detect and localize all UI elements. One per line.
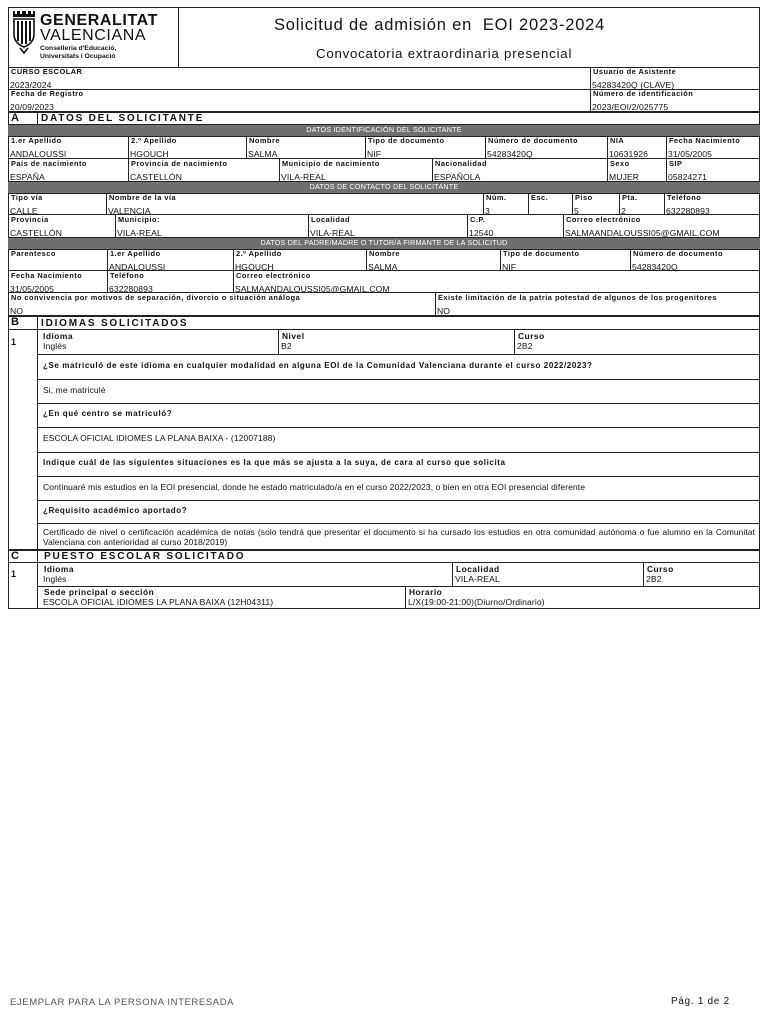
apellido1-label: 1.er Apellido: [11, 136, 62, 145]
telefono-label: Teléfono: [667, 193, 702, 202]
b-nivel-value: B2: [281, 341, 292, 351]
numero-identificacion-label: Número de identificación: [593, 89, 694, 98]
municipio-value: VILA-REAL: [117, 228, 162, 238]
sip-value: 05824271: [668, 172, 708, 182]
answer-requisito-academico: Certificado de nivel o certificación académica de notas (solo tendrá que presentar el documento si ha cursado los estudios en otra comunidad autónoma o fue alumno en la Comunitat Valenciana con anterioridad al curso 2018/2019): [43, 527, 755, 547]
c-idioma-label: Idioma: [44, 564, 74, 574]
tutor-fecha-nacimiento-value: 31/05/2005: [10, 284, 55, 294]
page-subtitle: Convocatoria extraordinaria presencial: [316, 46, 573, 61]
tutor-numero-documento-label: Número de documento: [633, 249, 723, 258]
provincia-nacimiento-label: Provincia de nacimiento: [131, 159, 228, 168]
provincia-nacimiento-value: CASTELLÓN: [130, 172, 183, 182]
numero-documento-label: Número de documento: [488, 136, 578, 145]
pais-nacimiento-value: ESPAÑA: [10, 172, 45, 182]
numero-documento-value: 54283420Q: [487, 149, 533, 159]
tutor-numero-documento-value: 54283420Q: [632, 262, 678, 272]
curso-escolar-value: 2023/2024: [10, 80, 52, 90]
tutor-tipo-documento-label: Tipo de documento: [503, 249, 580, 258]
section-a-letter: A: [11, 112, 19, 124]
pais-nacimiento-label: País de nacimiento: [11, 159, 87, 168]
piso-label: Piso: [575, 193, 593, 202]
answer-centro-matricula: ESCOLA OFICIAL IDIOMES LA PLANA BAIXA - (12007188): [43, 433, 276, 443]
tutor-apellido2-value: HGOUCH: [235, 262, 274, 272]
nombre-value: SALMA: [248, 149, 278, 159]
fecha-registro-value: 20/09/2023: [10, 102, 55, 112]
escalera-label: Esc.: [531, 193, 549, 202]
ident-row-2: [8, 159, 760, 182]
correo-value: SALMAANDALOUSSI05@GMAIL.COM: [565, 228, 720, 238]
question-centro-matricula: ¿En qué centro se matriculó?: [43, 409, 173, 418]
b-curso-value: 2B2: [517, 341, 533, 351]
localidad-label: Localidad: [311, 215, 350, 224]
c-sede-value: ESCOLA OFICIAL IDIOMES LA PLANA BAIXA (12H04311): [43, 597, 274, 607]
tipo-documento-value: NIF: [367, 149, 382, 159]
band-datos-contacto: DATOS DE CONTACTO DEL SOLICITANTE: [8, 182, 760, 193]
tipo-via-label: Tipo vía: [11, 193, 43, 202]
piso-value: 5: [574, 206, 579, 216]
municipio-nacimiento-label: Municipio de nacimiento: [282, 159, 380, 168]
sexo-label: Sexo: [610, 159, 630, 168]
puerta-value: 2: [621, 206, 626, 216]
fecha-registro-label: Fecha de Registro: [11, 89, 84, 98]
municipio-label: Municipio:: [118, 215, 160, 224]
nombre-label: Nombre: [249, 136, 280, 145]
usuario-asistente-value: 54283420Q (CLAVE): [592, 80, 675, 90]
nia-value: 10631926: [609, 149, 649, 159]
b-nivel-label: Nivel: [282, 331, 305, 341]
numero-via-label: Núm.: [486, 193, 507, 202]
band-datos-tutor: DATOS DEL PADRE/MADRE O TUTOR/A FIRMANTE DE LA SOLICITUD: [8, 238, 760, 249]
tutor-nombre-label: Nombre: [369, 249, 400, 258]
c-idioma-value: Inglés: [43, 574, 67, 584]
band-datos-identificacion: DATOS IDENTIFICACIÓN DEL SOLICITANTE: [8, 125, 760, 136]
section-b-row-number: 1: [11, 337, 17, 347]
tipo-documento-label: Tipo de documento: [368, 136, 445, 145]
fecha-nacimiento-label: Fecha Nacimiento: [669, 136, 741, 145]
section-b-title: IDIOMAS SOLICITADOS: [41, 318, 189, 329]
c-localidad-label: Localidad: [456, 564, 500, 574]
apellido1-value: ANDALOUSSI: [10, 149, 67, 159]
tutor-nombre-value: SALMA: [368, 262, 398, 272]
question-situacion: Indique cuál de las siguientes situaciones es la que más se ajusta a la suya, de cara al curso que solicita: [43, 458, 506, 467]
page-title: Solicitud de admisión en EOI 2023-2024: [274, 16, 606, 34]
usuario-asistente-label: Usuario de Asistente: [593, 67, 677, 76]
no-convivencia-value: NO: [10, 306, 24, 316]
numero-identificacion-value: 2023/EOI/2/025775: [592, 102, 669, 112]
no-convivencia-label: No convivencia por motivos de separación, divorcio o situación análoga: [11, 293, 301, 302]
nacionalidad-value: ESPAÑOLA: [434, 172, 481, 182]
c-sede-label: Sede principal o sección: [44, 587, 155, 597]
nombre-via-value: VALENCIA: [108, 206, 151, 216]
org-name-line1: GENERALITAT: [40, 12, 158, 29]
localidad-value: VILA-REAL: [310, 228, 355, 238]
codigo-postal-value: 12540: [469, 228, 494, 238]
nacionalidad-label: Nacionalidad: [435, 159, 487, 168]
footer-ejemplar: EJEMPLAR PARA LA PERSONA INTERESADA: [10, 997, 235, 1008]
tutor-fecha-nacimiento-label: Fecha Nacimiento: [11, 271, 83, 280]
numero-via-value: 3: [485, 206, 490, 216]
fecha-nacimiento-value: 31/05/2005: [668, 149, 713, 159]
tutor-telefono-label: Teléfono: [110, 271, 145, 280]
footer-page-number: Pág. 1 de 2: [671, 996, 730, 1007]
tutor-apellido1-value: ANDALOUSSI: [109, 262, 166, 272]
codigo-postal-label: C.P.: [470, 215, 486, 224]
tutor-correo-value: SALMAANDALOUSSI05@GMAIL.COM: [235, 284, 390, 294]
patria-potestad-value: NO: [437, 306, 451, 316]
nia-label: NIA: [610, 136, 625, 145]
generalitat-logo-icon: [11, 10, 37, 54]
tutor-tipo-documento-value: NIF: [502, 262, 517, 272]
section-c-title: PUESTO ESCOLAR SOLICITADO: [44, 551, 246, 562]
b-curso-label: Curso: [518, 331, 545, 341]
c-localidad-value: VILA-REAL: [455, 574, 500, 584]
provincia-label: Provincia: [11, 215, 49, 224]
sip-label: SIP: [669, 159, 683, 168]
section-c-letter: C: [11, 550, 19, 562]
curso-escolar-label: CURSO ESCOLAR: [11, 67, 83, 76]
apellido2-value: HGOUCH: [130, 149, 169, 159]
correo-label: Correo electrónico: [566, 215, 641, 224]
tipo-via-value: CALLE: [10, 206, 38, 216]
provincia-value: CASTELLÓN: [10, 228, 63, 238]
b-idioma-value: Inglés: [43, 341, 67, 351]
parentesco-label: Parentesco: [11, 249, 56, 258]
b-idioma-label: Idioma: [43, 331, 73, 341]
nombre-via-label: Nombre de la vía: [109, 193, 177, 202]
question-requisito-academico: ¿Requisito académico aportado?: [43, 506, 188, 515]
org-name-line2: VALENCIANA: [40, 27, 147, 44]
section-b-letter: B: [11, 316, 19, 328]
tutor-correo-label: Correo electrónico: [236, 271, 311, 280]
sexo-value: MUJER: [609, 172, 640, 182]
tutor-apellido1-label: 1.er Apellido: [110, 249, 161, 258]
answer-matricula-2022: Si, me matriculé: [43, 385, 106, 395]
apellido2-label: 2.º Apellido: [131, 136, 177, 145]
puerta-label: Pta.: [622, 193, 638, 202]
section-a-title: DATOS DEL SOLICITANTE: [41, 113, 205, 124]
c-horario-value: L/X(19:00-21:00)(Diurno/Ordinario): [408, 597, 545, 607]
tutor-telefono-value: 632280893: [109, 284, 153, 294]
org-subtitle-line1: Conselleria d'Educació,: [40, 45, 117, 52]
org-subtitle-line2: Universitats i Ocupació: [40, 53, 116, 60]
c-horario-label: Horario: [409, 587, 443, 597]
question-matricula-2022: ¿Se matriculó de este idioma en cualquier modalidad en alguna EOI de la Comunidad Valenciana durante el curso 2022/2023?: [43, 361, 593, 370]
patria-potestad-label: Existe limitación de la patria potestad de algunos de los progenitores: [438, 293, 717, 302]
c-curso-label: Curso: [647, 564, 674, 574]
section-c-row-number: 1: [11, 569, 17, 579]
tutor-apellido2-label: 2.º Apellido: [236, 249, 282, 258]
telefono-value: 632280893: [666, 206, 710, 216]
c-curso-value: 2B2: [646, 574, 662, 584]
answer-situacion: Continuaré mis estudios en la EOI presencial, donde he estado matriculado/a en el curso 2022/2023, o bien en otra EOI presencial diferente: [43, 482, 586, 492]
municipio-nacimiento-value: VILA-REAL: [281, 172, 326, 182]
